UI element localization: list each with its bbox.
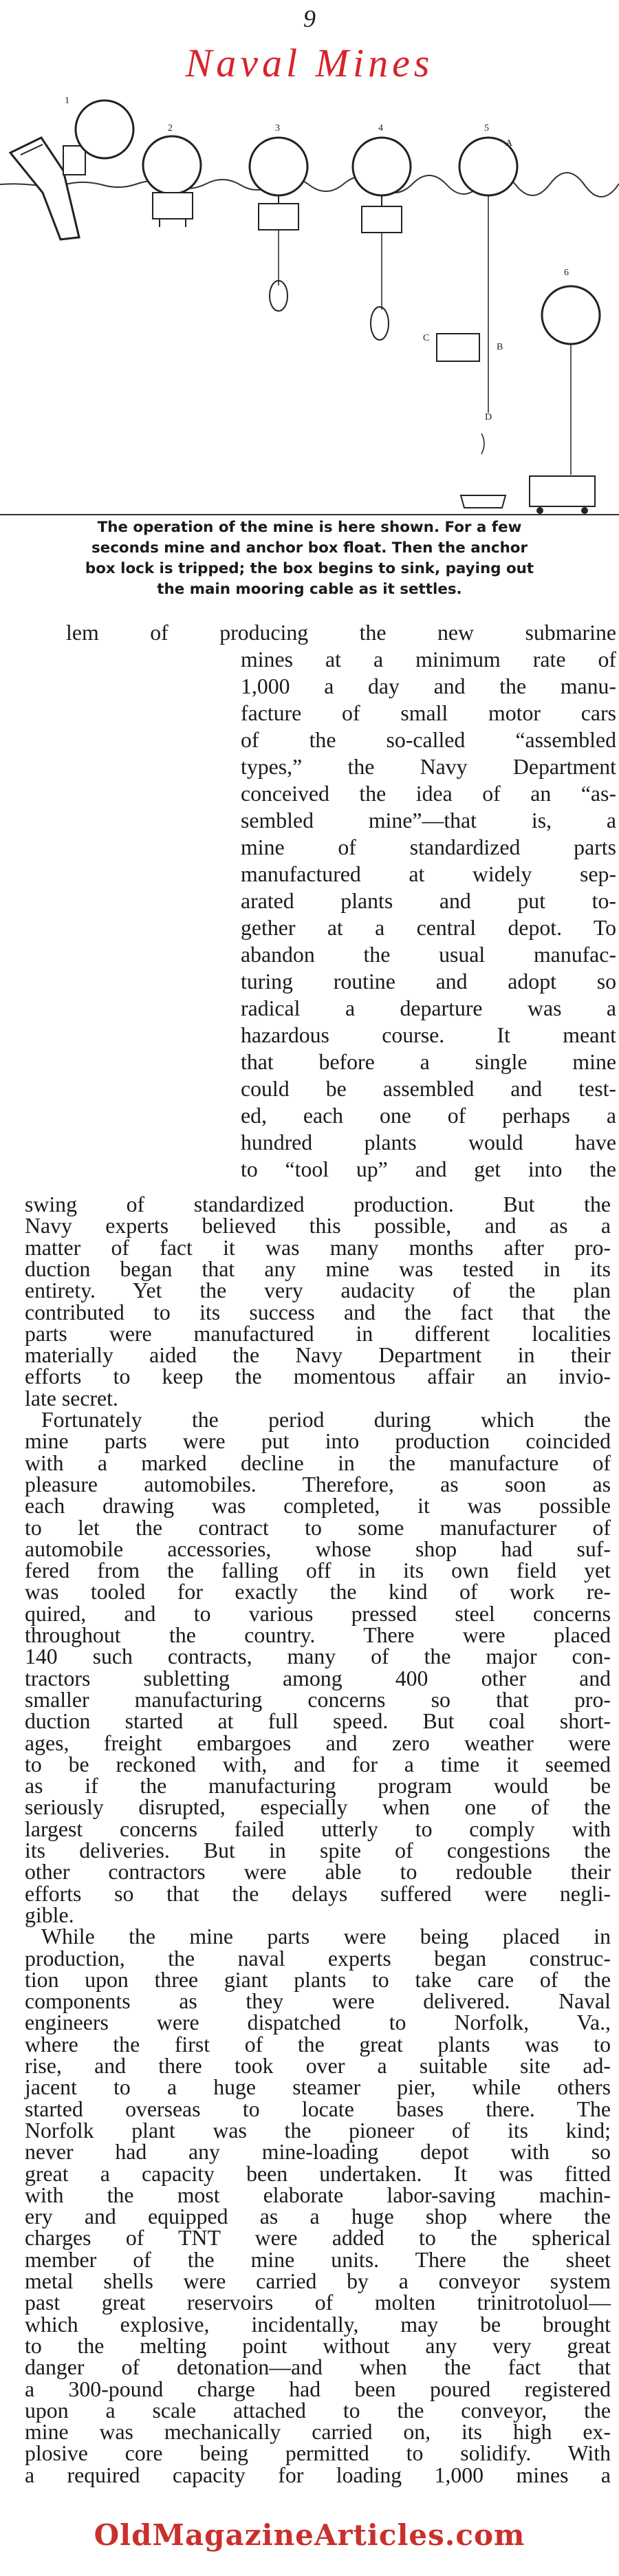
article-text-line: plosive core being permitted to solidify. With [25,2441,611,2466]
figure-letter-c: C [423,333,430,343]
figure-number-3: 3 [275,123,280,133]
article-text-line: entirety. Yet the very audacity of the plan [25,1278,611,1303]
narrow-text-line: 1,000 a day and the manu- [241,674,616,698]
narrow-text-line: mines at a minimum rate of [241,647,616,672]
figure-number-5: 5 [484,123,489,133]
site-footer: OldMagazineArticles.com [94,2518,525,2552]
article-text-line: where the first of the great plants was to [25,2032,611,2057]
article-text-line: started overseas to locate bases there. The [25,2096,611,2121]
figure-letter-d: D [485,412,492,422]
figure-number-2: 2 [168,123,173,133]
article-text-line: largest concerns failed utterly to comply with [25,1816,611,1841]
water-surface-line [0,173,619,197]
article-text-line: which explosive, incidentally, may be brought [25,2312,611,2337]
article-text-line: duction began that any mine was tested in its [25,1256,611,1281]
article-text-line: charges of TNT were added to the spherical [25,2226,611,2251]
article-text-line: each drawing was completed, it was possible [25,1494,611,1518]
page-title: Naval Mines [185,41,434,85]
narrow-text-line: of the so-called “assembled [241,728,616,752]
article-text-line: efforts so that the delays suffered were negli- [25,1881,611,1906]
article-text-line: production, the naval experts began construc- [25,1946,611,1971]
mine-stage-4 [353,138,411,340]
article-text-line: contributed to its success and the fact that the [25,1300,611,1324]
caption-line: seconds mine and anchor box float. Then the anchor [91,539,528,557]
figure-caption [10,517,609,600]
article-text-line: seriously disrupted, especially when one of the [25,1795,611,1820]
article-text-line: a required capacity for loading 1,000 mines a [25,2462,611,2487]
article-text-line: pleasure automobiles. Therefore, as soon as [25,1472,611,1496]
article-text-line: danger of detonation—and when the fact that [25,2355,611,2380]
article-text-line: ery and equipped as a huge shop where the [25,2204,611,2229]
article-text-line: parts were manufactured in different localities [25,1321,611,1346]
narrow-text-line: manufactured at widely sep- [241,862,616,886]
article-text-line: member of the mine units. There the sheet [25,2247,611,2272]
narrow-text-line: that before a single mine [241,1050,616,1074]
article-text-line: throughout the country. There were placed [25,1623,611,1647]
article-text-line: to let the contract to some manufacturer of [25,1515,611,1540]
figure-number-1: 1 [65,96,69,106]
article-text-line: efforts to keep the momentous affair an invio- [25,1364,611,1389]
narrow-text-line: arated plants and put to- [241,889,616,913]
article-text-line: late secret. [25,1386,118,1410]
article-text-line: automobile accessories, whose shop had suf- [25,1536,611,1561]
caption-line: the main mooring cable as it settles. [157,581,462,598]
article-text-line: a 300-pound charge had been poured registered [25,2376,611,2401]
narrow-text-line: facture of small motor cars [241,701,616,725]
article-text-line: Fortunately the period during which the [41,1408,611,1432]
mine-operation-figure [0,89,619,516]
article-text-line: While the mine parts were being placed in [41,1924,611,1949]
caption-line: The operation of the mine is here shown. For a few [97,519,522,536]
article-text-line: engineers were dispatched to Norfolk, Va., [25,2010,611,2035]
article-text-line: with the most elaborate labor-saving machin- [25,2182,611,2207]
article-text-line: 140 such contracts, many of the major con- [25,1644,611,1669]
narrow-text-line: hundred plants would have [241,1130,616,1155]
article-text-line: Navy experts believed this possible, and as a [25,1214,611,1238]
article-text-line: gible. [25,1902,74,1927]
narrow-text-line: types,” the Navy Department [241,755,616,779]
article-text-line: components as they were delivered. Naval [25,1989,611,2014]
article-text-line: duction started at full speed. But coal short- [25,1709,611,1734]
article-text-line: with a marked decline in the manufacture of [25,1450,611,1475]
article-text-line: ages, freight embargoes and zero weather were [25,1730,611,1755]
article-text-line: rise, and there took over a suitable site ad- [25,2054,611,2078]
mine-stage-3 [250,138,307,311]
article-text-line: past great reservoirs of molten trinitrotoluol— [25,2290,611,2315]
article-text-line: as if the manufacturing program would be [25,1774,611,1799]
narrow-text-line: could be assembled and test- [241,1077,616,1101]
caption-line: box lock is tripped; the box begins to sink, paying out [85,560,534,577]
article-text-line: matter of fact it was many months after pro- [25,1235,611,1260]
narrow-text-line: abandon the usual manufac- [241,943,616,967]
narrow-text-line: ed, each one of perhaps a [241,1104,616,1128]
article-text-line: mine parts were put into production coincided [25,1429,611,1454]
narrow-text-line: radical a departure was a [241,996,616,1020]
article-text-line: great a capacity been undertaken. It was fitted [25,2161,611,2186]
article-text-line: quired, and to various pressed steel concerns [25,1601,611,1626]
article-text-line: metal shells were carried by a conveyor system [25,2269,611,2293]
article-text-line: materially aided the Navy Department in their [25,1343,611,1368]
article-text-line: other contractors were able to redouble their [25,1860,611,1885]
narrow-text-line: to “tool up” and get into the [241,1157,616,1181]
narrow-text-line: gether at a central depot. To [241,916,616,940]
article-text-line: swing of standardized production. But the [25,1192,611,1216]
article-text-line: Norfolk plant was the pioneer of its kind; [25,2118,611,2143]
article-text-line: upon a scale attached to the conveyor, the [25,2398,611,2423]
article-text-line: to be reckoned with, and for a time it seemed [25,1752,611,1777]
figure-number-4: 4 [378,123,383,133]
narrow-text-line: hazardous course. It meant [241,1023,616,1047]
mine-stage-6 [530,286,600,514]
article-text-line: jacent to a huge steamer pier, while others [25,2075,611,2100]
ship-stern-drawing [10,100,133,239]
narrow-text-line: mine of standardized parts [241,835,616,859]
mine-stage-5 [437,138,517,508]
article-text-line: its deliveries. But in spite of congestions the [25,1838,611,1863]
article-text-line: was tooled for exactly the kind of work re- [25,1580,611,1604]
article-text-line: tion upon three giant plants to take care of the [25,1967,611,1992]
narrow-text-line: lem of producing the new submarine [66,621,616,645]
figure-number-6: 6 [564,268,569,278]
mine-stage-2 [143,136,201,227]
narrow-text-line: conceived the idea of an “as- [241,782,616,806]
article-text-line: mine was mechanically carried on, its high ex- [25,2420,611,2445]
article-text-line: fered from the falling off in its own field yet [25,1558,611,1583]
narrow-text-line: turing routine and adopt so [241,969,616,994]
article-text-line: never had any mine-loading depot with so [25,2140,611,2165]
article-text-line: smaller manufacturing concerns so that pro- [25,1687,611,1712]
article-text-line: tractors subletting among 400 other and [25,1666,611,1690]
article-text-line: to the melting point without any very great [25,2333,611,2358]
figure-letter-a: A [506,138,513,149]
figure-letter-b: B [497,342,503,352]
narrow-text-line: sembled mine”—that is, a [241,808,616,833]
page-number: 9 [303,5,316,32]
